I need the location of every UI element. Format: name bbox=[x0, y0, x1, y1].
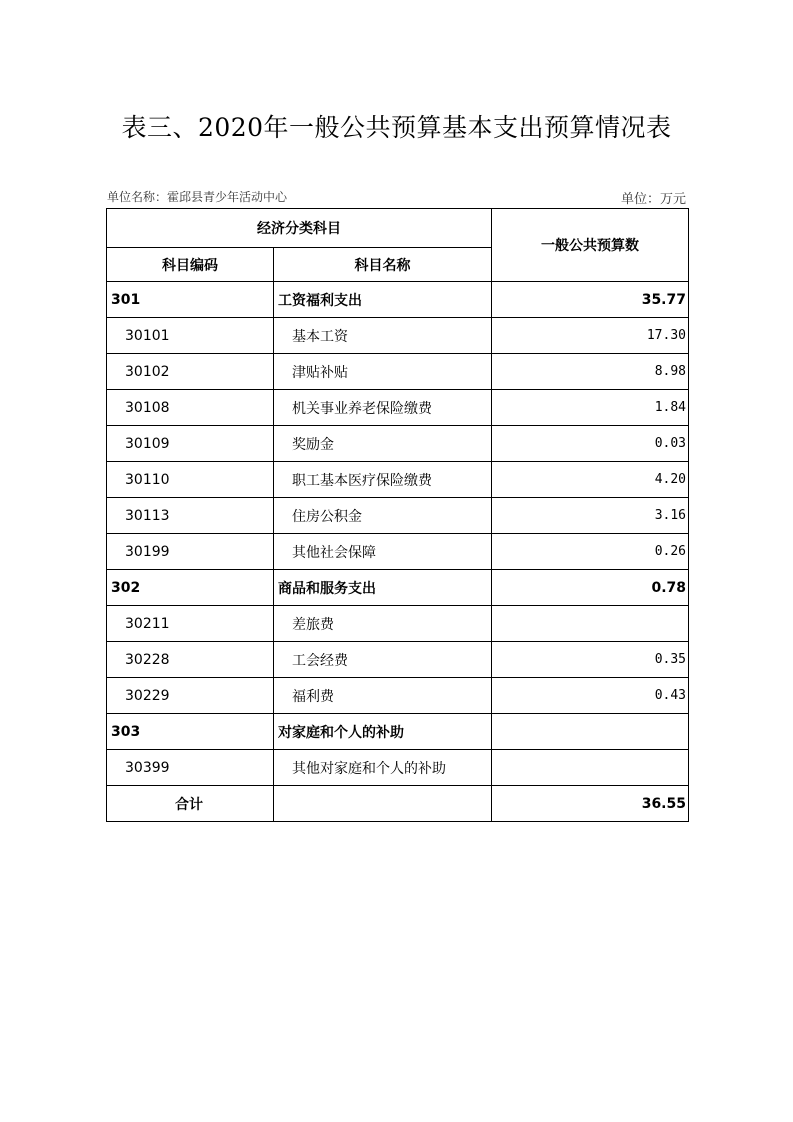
unit-label: 单位：万元 bbox=[620, 192, 686, 207]
category-row bbox=[107, 570, 689, 606]
table-row bbox=[107, 318, 689, 354]
subject-code: 301 bbox=[107, 282, 274, 318]
table-row bbox=[107, 426, 689, 462]
subject-name: 其他对家庭和个人的补助 bbox=[274, 750, 492, 786]
table-row bbox=[107, 498, 689, 534]
total-row bbox=[107, 786, 689, 822]
budget-table bbox=[106, 208, 689, 822]
subject-code: 30108 bbox=[107, 390, 274, 426]
table-row bbox=[107, 462, 689, 498]
subject-name: 津贴补贴 bbox=[274, 354, 492, 390]
total-amount: 36.55 bbox=[492, 786, 689, 822]
subject-name: 其他社会保障 bbox=[274, 534, 492, 570]
subject-name: 工资福利支出 bbox=[274, 282, 492, 318]
subject-code: 30199 bbox=[107, 534, 274, 570]
table-row bbox=[107, 642, 689, 678]
table-row bbox=[107, 606, 689, 642]
subject-name: 工会经费 bbox=[274, 642, 492, 678]
subject-code: 30110 bbox=[107, 462, 274, 498]
budget-amount: 17.30 bbox=[492, 318, 689, 354]
subject-code: 30113 bbox=[107, 498, 274, 534]
budget-amount: 1.84 bbox=[492, 390, 689, 426]
budget-amount bbox=[492, 714, 689, 750]
name-header: 科目名称 bbox=[274, 248, 492, 282]
subject-name: 机关事业养老保险缴费 bbox=[274, 390, 492, 426]
subject-code: 30102 bbox=[107, 354, 274, 390]
table-body bbox=[107, 282, 689, 786]
subject-name: 差旅费 bbox=[274, 606, 492, 642]
budget-amount bbox=[492, 750, 689, 786]
total-name-cell bbox=[274, 786, 492, 822]
subject-code: 30101 bbox=[107, 318, 274, 354]
table-row bbox=[107, 534, 689, 570]
category-row bbox=[107, 714, 689, 750]
budget-amount: 3.16 bbox=[492, 498, 689, 534]
code-header: 科目编码 bbox=[107, 248, 274, 282]
subject-name: 福利费 bbox=[274, 678, 492, 714]
subject-name: 住房公积金 bbox=[274, 498, 492, 534]
table-row bbox=[107, 678, 689, 714]
budget-amount: 0.78 bbox=[492, 570, 689, 606]
subject-code: 302 bbox=[107, 570, 274, 606]
subject-code: 30229 bbox=[107, 678, 274, 714]
budget-amount: 0.35 bbox=[492, 642, 689, 678]
table-row bbox=[107, 390, 689, 426]
subject-name: 职工基本医疗保险缴费 bbox=[274, 462, 492, 498]
subject-name: 商品和服务支出 bbox=[274, 570, 492, 606]
page-title: 表三、2020年一般公共预算基本支出预算情况表 bbox=[121, 113, 672, 142]
budget-amount: 0.03 bbox=[492, 426, 689, 462]
budget-amount: 0.26 bbox=[492, 534, 689, 570]
budget-amount: 0.43 bbox=[492, 678, 689, 714]
subject-code: 30211 bbox=[107, 606, 274, 642]
budget-amount: 35.77 bbox=[492, 282, 689, 318]
budget-amount: 8.98 bbox=[492, 354, 689, 390]
subject-name: 奖励金 bbox=[274, 426, 492, 462]
total-label: 合计 bbox=[107, 786, 274, 822]
category-row bbox=[107, 282, 689, 318]
subject-code: 30109 bbox=[107, 426, 274, 462]
amount-header: 一般公共预算数 bbox=[492, 209, 689, 282]
table-row bbox=[107, 354, 689, 390]
budget-amount: 4.20 bbox=[492, 462, 689, 498]
unit-name-label: 单位名称：霍邱县青少年活动中心 bbox=[107, 190, 288, 204]
table-row bbox=[107, 750, 689, 786]
subject-code: 30399 bbox=[107, 750, 274, 786]
econ-class-header: 经济分类科目 bbox=[107, 209, 492, 248]
subject-code: 30228 bbox=[107, 642, 274, 678]
subject-name: 对家庭和个人的补助 bbox=[274, 714, 492, 750]
subject-code: 303 bbox=[107, 714, 274, 750]
header-row-1 bbox=[107, 209, 689, 248]
subject-name: 基本工资 bbox=[274, 318, 492, 354]
budget-amount bbox=[492, 606, 689, 642]
